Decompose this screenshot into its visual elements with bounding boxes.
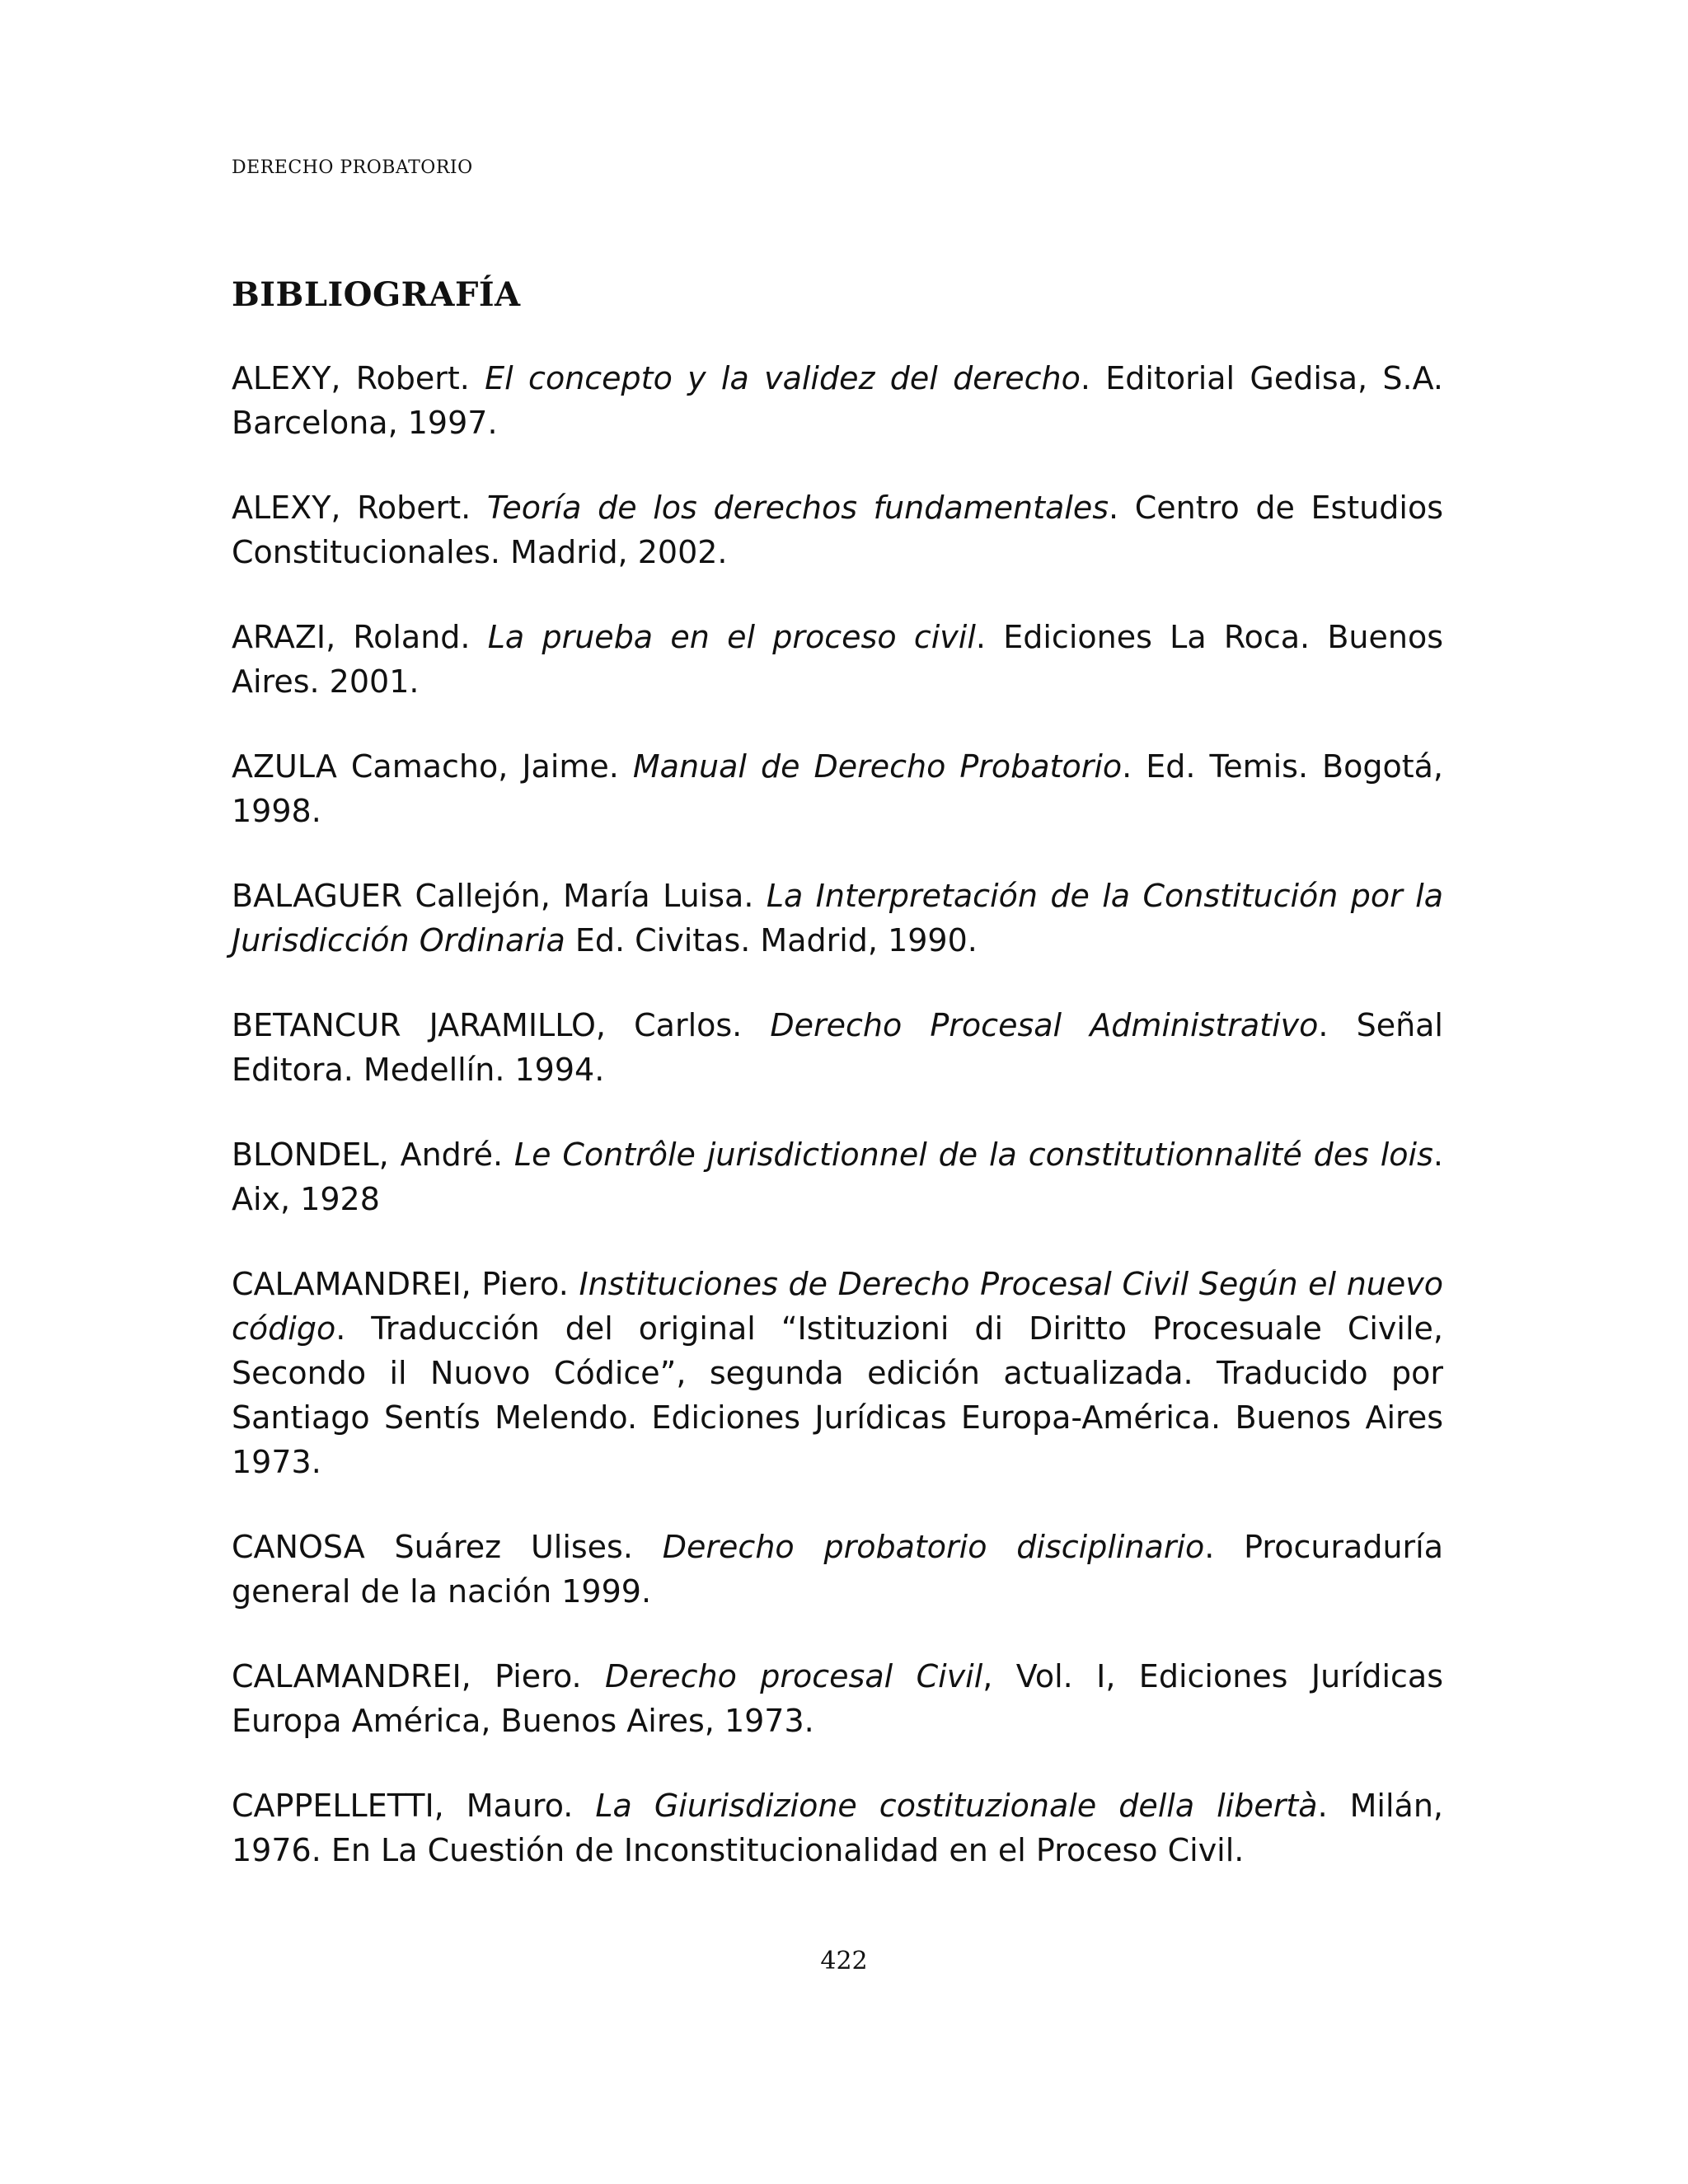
entry-title: Derecho probatorio disciplinario [662, 1529, 1205, 1565]
entry-details: . Procuraduría general de la nación 1999. [232, 1529, 1444, 1610]
bibliography-entry [232, 1525, 1443, 1614]
entry-author: ALEXY, Robert. [232, 360, 485, 396]
page-number: 422 [820, 1947, 868, 1975]
entry-title: Derecho procesal Civil [605, 1658, 983, 1694]
entry-author: BALAGUER Callejón, María Luisa. [232, 878, 767, 914]
entry-title: La Interpretación de la Constitución por la Jurisdicción Ordinaria [232, 878, 1443, 958]
entry-title: La prueba en el proceso civil [487, 619, 976, 655]
bibliography-section [232, 272, 1443, 1913]
entry-details: . Traducción del original “Istituzioni di Diritto Procesuale Civile, Secondo il Nuovo Códice”, segunda edición actualizada. Traducido por Santiago Sentís Melendo. Ediciones Jurídicas Europa-América. Buenos Aires 1973. [232, 1310, 1443, 1480]
entry-author: ALEXY, Robert. [232, 490, 487, 526]
entry-author: BETANCUR JARAMILLO, Carlos. [232, 1007, 771, 1043]
bibliography-entry [232, 615, 1443, 704]
bibliography-entry [232, 744, 1443, 833]
entry-details: Ed. Civitas. Madrid, 1990. [565, 922, 978, 958]
entry-title: Manual de Derecho Probatorio [632, 748, 1123, 785]
bibliography-entry [232, 1262, 1443, 1484]
entry-author: BLONDEL, André. [232, 1137, 514, 1173]
entry-details: . Editorial Gedisa, S.A. Barcelona, 1997. [232, 360, 1443, 441]
entry-title: Le Contrôle jurisdictionnel de la constitutionnalité des lois [513, 1137, 1433, 1173]
entry-title: Teoría de los derechos fundamentales [486, 490, 1109, 526]
entry-details: , Vol. I, Ediciones Jurídicas Europa América, Buenos Aires, 1973. [232, 1658, 1443, 1739]
bibliography-entry [232, 356, 1443, 445]
bibliography-entry [232, 485, 1443, 574]
entry-details: . Señal Editora. Medellín. 1994. [232, 1007, 1443, 1088]
entry-author: CALAMANDREI, Piero. [232, 1266, 579, 1302]
entry-author: CALAMANDREI, Piero. [232, 1658, 606, 1694]
entry-author: CANOSA Suárez Ulises. [232, 1529, 663, 1565]
entry-author: ARAZI, Roland. [232, 619, 488, 655]
entry-title: Instituciones de Derecho Procesal Civil Según el nuevo código [232, 1266, 1443, 1347]
entry-details: . Aix, 1928 [232, 1137, 1443, 1217]
entry-details: . Centro de Estudios Constitucionales. Madrid, 2002. [232, 490, 1443, 570]
bibliography-entry [232, 874, 1443, 963]
entry-details: . Ediciones La Roca. Buenos Aires. 2001. [232, 619, 1443, 700]
entry-details: . Milán, 1976. En La Cuestión de Inconstitucionalidad en el Proceso Civil. [232, 1788, 1443, 1868]
entry-author: AZULA Camacho, Jaime. [232, 748, 633, 785]
bibliography-entry [232, 1003, 1443, 1092]
bibliography-entry [232, 1132, 1443, 1221]
section-heading: BIBLIOGRAFÍA [232, 275, 521, 314]
entry-title: Derecho Procesal Administrativo [770, 1007, 1319, 1043]
entry-details: . Ed. Temis. Bogotá, 1998. [232, 748, 1443, 829]
bibliography-entry [232, 1654, 1443, 1743]
running-header: DERECHO PROBATORIO [232, 157, 473, 178]
entry-title: La Giurisdizione costituzionale della libertà [595, 1788, 1318, 1824]
entry-author: CAPPELLETTI, Mauro. [232, 1788, 596, 1824]
entry-title: El concepto y la validez del derecho [485, 360, 1081, 396]
bibliography-entry [232, 1783, 1443, 1872]
